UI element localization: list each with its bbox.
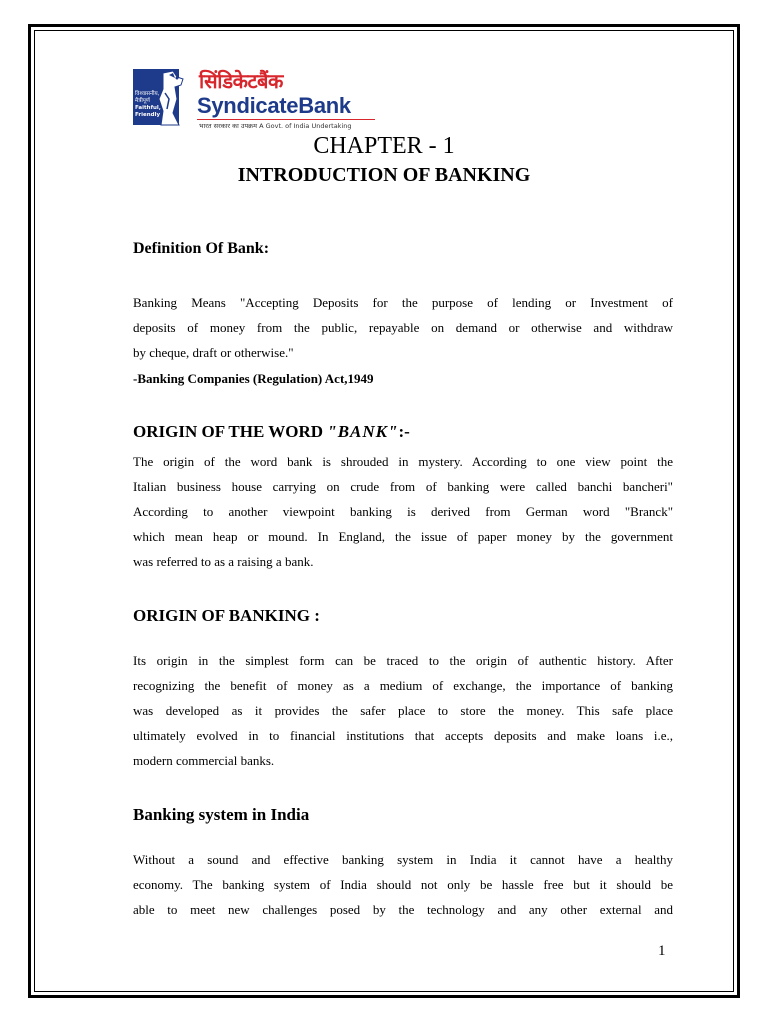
banking-india-paragraph xyxy=(133,847,673,922)
logo-divider xyxy=(197,119,375,120)
paragraph-line: According to another viewpoint banking is derived from German word "Branck" xyxy=(133,504,673,519)
origin-banking-paragraph xyxy=(133,648,673,773)
logo-english-name: SyndicateBank xyxy=(197,93,351,118)
definition-citation: -Banking Companies (Regulation) Act,1949 xyxy=(133,371,374,386)
paragraph-line: able to meet new challenges posed by the technology and any other external and xyxy=(133,902,673,917)
heading-suffix: :- xyxy=(398,422,410,441)
definition-heading: Definition Of Bank: xyxy=(133,240,270,257)
heading-prefix: ORIGIN OF THE WORD xyxy=(133,422,328,441)
paragraph-line: was referred to as a raising a bank. xyxy=(133,554,314,569)
paragraph-line: Its origin in the simplest form can be traced to the origin of authentic history. After xyxy=(133,653,673,668)
definition-paragraph xyxy=(133,290,673,365)
origin-word-heading xyxy=(133,422,673,442)
paragraph-line: Banking Means "Accepting Deposits for the purpose of lending or Investment of xyxy=(133,295,673,310)
page-number: 1 xyxy=(658,943,666,959)
paragraph-line: Without a sound and effective banking system in India it cannot have a healthy xyxy=(133,852,673,867)
paragraph-line: was developed as it provides the safer place to store the money. This safe place xyxy=(133,703,673,718)
origin-banking-heading: ORIGIN OF BANKING : xyxy=(133,606,320,625)
logo-tagline-bottom: भारत सरकार का उपक्रम A Govt. of India Undertaking xyxy=(199,122,352,130)
origin-word-paragraph xyxy=(133,449,673,574)
syndicate-bank-logo xyxy=(133,69,433,131)
chapter-title: CHAPTER - 1 xyxy=(313,133,455,159)
heading-word: "BANK" xyxy=(327,422,399,441)
paragraph-line: which mean heap or mound. In England, the issue of paper money by the government xyxy=(133,529,673,544)
chapter-subtitle: INTRODUCTION OF BANKING xyxy=(237,164,531,186)
paragraph-line: ultimately evolved in to financial institutions that accepts deposits and make loans i.e., xyxy=(133,728,673,743)
paragraph-line: recognizing the benefit of money as a medium of exchange, the importance of banking xyxy=(133,678,673,693)
paragraph-line: Italian business house carrying on crude from of banking were called banchi bancheri" xyxy=(133,479,673,494)
paragraph-line: by cheque, draft or otherwise." xyxy=(133,345,294,360)
logo-hindi-name: सिंडिकेटबैंक xyxy=(199,69,283,93)
banking-india-heading: Banking system in India xyxy=(133,805,310,824)
paragraph-line: deposits of money from the public, repayable on demand or otherwise and withdraw xyxy=(133,320,673,335)
logo-tagline-left: विश्वासनीय, मैत्रीपूर्ण Faithful, Friendly xyxy=(135,91,161,118)
paragraph-line: modern commercial banks. xyxy=(133,753,275,768)
paragraph-line: The origin of the word bank is shrouded in mystery. According to one view point the xyxy=(133,454,673,469)
paragraph-line: economy. The banking system of India should not only be hassle free but it should be xyxy=(133,877,673,892)
